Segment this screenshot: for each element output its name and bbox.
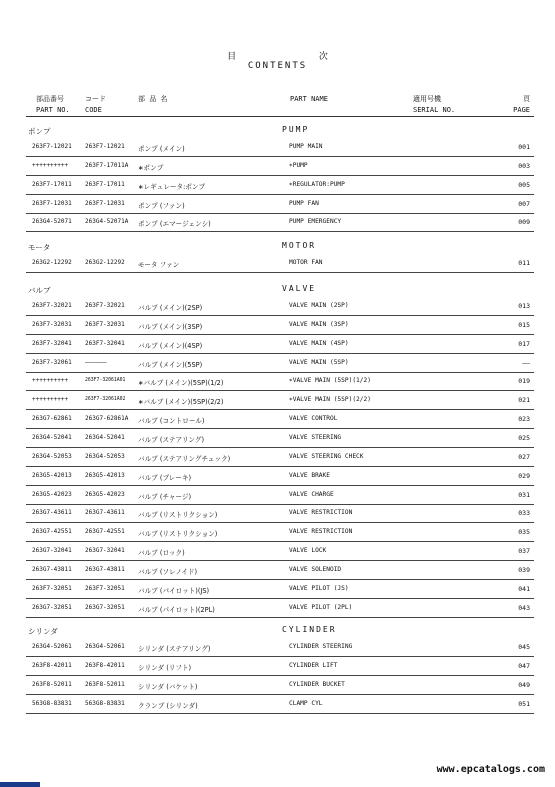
part-name-jp-cell: バルブ (ソレノイド) bbox=[138, 567, 198, 576]
part-name-jp-cell: バルブ (メイン)(4SP) bbox=[138, 341, 203, 350]
table-row bbox=[26, 391, 534, 410]
table-row bbox=[26, 486, 534, 505]
part-name-en-cell: VALVE MAIN (3SP) bbox=[289, 320, 349, 328]
page-number-cell: 015 bbox=[518, 320, 530, 329]
header-page: 頁 PAGE bbox=[513, 95, 530, 114]
page-number-cell: 037 bbox=[518, 547, 530, 555]
page-number-cell: 045 bbox=[518, 643, 530, 651]
part-name-en-cell: VALVE PILOT (2PL) bbox=[289, 603, 353, 611]
part-name-jp-cell: シリンダ (リフト) bbox=[138, 663, 192, 672]
table-row bbox=[26, 157, 534, 176]
page-number-cell: 051 bbox=[518, 699, 530, 708]
code-cell: 563G8-83831 bbox=[85, 699, 125, 707]
part-name-en-cell: ∗VALVE MAIN (5SP)(1/2) bbox=[289, 377, 371, 385]
code-cell: ―――――― bbox=[85, 358, 107, 366]
part-name-en-cell: VALVE STEERING bbox=[289, 434, 342, 441]
part-number-cell: 263G2-12292 bbox=[32, 259, 72, 266]
page-number-cell: 005 bbox=[518, 180, 530, 189]
part-name-en-cell: VALVE MAIN (5SP) bbox=[289, 358, 349, 366]
part-name-en-cell: CYLINDER BUCKET bbox=[289, 680, 345, 688]
table-row bbox=[26, 138, 534, 157]
part-name-en-cell: VALVE BRAKE bbox=[289, 471, 330, 479]
table-row bbox=[26, 213, 534, 232]
part-name-en-cell: MOTOR FAN bbox=[289, 259, 323, 266]
page-number-cell: 039 bbox=[518, 565, 530, 574]
part-number-cell: ++++++++++ bbox=[32, 161, 69, 169]
section-title-en: CYLINDER bbox=[282, 625, 337, 634]
header-serial: 適用号機 SERIAL NO. bbox=[413, 95, 456, 114]
part-name-en-cell: VALVE LOCK bbox=[289, 547, 327, 554]
part-name-en-cell: PUMP FAN bbox=[289, 199, 319, 207]
code-cell: 263G7-62861A bbox=[85, 415, 129, 423]
part-name-jp-cell: バルブ (メイン)(3SP) bbox=[138, 322, 203, 331]
page-title-jp: 目 次 bbox=[227, 52, 368, 62]
corner-mark bbox=[0, 782, 40, 787]
part-number-cell: 263F7-32021 bbox=[32, 302, 72, 309]
code-cell: 263G5-42023 bbox=[85, 490, 125, 498]
part-name-jp-cell: ポンプ (ファン) bbox=[138, 201, 185, 210]
table-row bbox=[26, 429, 534, 448]
code-cell: 263G2-12292 bbox=[85, 259, 125, 266]
page-number-cell: 033 bbox=[518, 509, 530, 518]
table-row bbox=[26, 542, 534, 561]
code-cell: 263F7-32061A02 bbox=[85, 397, 126, 403]
part-name-en-cell: ∗PUMP bbox=[289, 161, 308, 169]
part-name-jp-cell: バルブ (メイン)(2SP) bbox=[138, 304, 203, 312]
table-row bbox=[26, 467, 534, 486]
code-cell: 263F7-32051 bbox=[85, 584, 125, 592]
part-number-cell: 263G7-43811 bbox=[32, 565, 72, 573]
page-number-cell: 031 bbox=[518, 490, 530, 499]
part-name-jp-cell: バルブ (リストリクション) bbox=[138, 511, 218, 520]
part-number-cell: 263F8-52011 bbox=[32, 680, 72, 688]
part-name-en-cell: VALVE STEERING CHECK bbox=[289, 452, 364, 460]
part-name-jp-cell: ポンプ (エマージェンシ) bbox=[138, 220, 211, 229]
watermark-url: www.epcatalogs.com bbox=[436, 764, 545, 775]
page-number-cell: 019 bbox=[518, 377, 530, 386]
page-number-cell: 041 bbox=[518, 584, 530, 593]
part-name-en-cell: PUMP MAIN bbox=[289, 143, 323, 150]
header-divider bbox=[26, 116, 534, 117]
part-name-en-cell: VALVE PILOT (JS) bbox=[289, 584, 349, 592]
page-number-cell: 025 bbox=[518, 434, 530, 442]
table-row bbox=[26, 638, 534, 657]
part-name-jp-cell: バルブ (コントロール) bbox=[138, 417, 205, 426]
part-number-cell: ++++++++++ bbox=[32, 377, 69, 385]
header-name-jp: 部 品 名 bbox=[138, 95, 168, 103]
part-name-en-cell: ∗VALVE MAIN (5SP)(2/2) bbox=[289, 396, 371, 404]
page-number-cell: 023 bbox=[518, 415, 530, 424]
section-header bbox=[26, 625, 534, 637]
page-number-cell: 009 bbox=[518, 218, 530, 227]
part-name-en-cell: VALVE CONTROL bbox=[289, 415, 338, 423]
section-title-en: PUMP bbox=[282, 125, 310, 134]
code-cell: 263F7-32041 bbox=[85, 339, 125, 347]
page-number-cell: 035 bbox=[518, 528, 530, 537]
code-cell: 263G4-52041 bbox=[85, 434, 125, 441]
page-number-cell: 049 bbox=[518, 680, 530, 689]
section-header bbox=[26, 284, 534, 296]
part-number-cell: 263G5-42023 bbox=[32, 490, 72, 498]
code-cell: 263G4-52053 bbox=[85, 452, 125, 460]
part-name-en-cell: ∗REGULATOR:PUMP bbox=[289, 180, 345, 188]
section-title-jp: バルブ bbox=[28, 286, 51, 295]
part-name-en-cell: VALVE CHARGE bbox=[289, 490, 334, 498]
part-number-cell: 263F7-32041 bbox=[32, 339, 72, 347]
part-name-en-cell: VALVE RESTRICTION bbox=[289, 509, 353, 517]
code-cell: 263F7-17011A bbox=[85, 161, 129, 169]
code-cell: 263F7-12031 bbox=[85, 199, 125, 207]
code-cell: 263G7-32041 bbox=[85, 547, 125, 554]
part-name-en-cell: PUMP EMERGENCY bbox=[289, 218, 342, 226]
table-row bbox=[26, 657, 534, 676]
table-row bbox=[26, 354, 534, 373]
part-name-en-cell: CLAMP CYL bbox=[289, 699, 323, 707]
code-cell: 263G4-52071A bbox=[85, 218, 129, 226]
table-row bbox=[26, 504, 534, 523]
part-number-cell: 263G5-42013 bbox=[32, 471, 72, 479]
part-name-jp-cell: バルブ (ロック) bbox=[138, 549, 185, 557]
part-name-jp-cell: シリンダ (バケット) bbox=[138, 682, 198, 691]
table-row bbox=[26, 695, 534, 714]
code-cell: 263F7-32021 bbox=[85, 302, 125, 309]
part-number-cell: 263G4-52061 bbox=[32, 643, 72, 650]
part-name-en-cell: VALVE RESTRICTION bbox=[289, 528, 353, 536]
part-number-cell: 563G8-83831 bbox=[32, 699, 72, 707]
code-cell: 263G4-52061 bbox=[85, 643, 125, 650]
part-name-jp-cell: バルブ (パイロット)(2PL) bbox=[138, 605, 215, 614]
table-row bbox=[26, 523, 534, 542]
part-name-jp-cell: バルブ (チャージ) bbox=[138, 492, 192, 501]
part-number-cell: 263G7-62861 bbox=[32, 415, 72, 423]
part-number-cell: 263G7-32041 bbox=[32, 547, 72, 554]
code-cell: 263F8-42011 bbox=[85, 661, 125, 669]
code-cell: 263F7-32031 bbox=[85, 320, 125, 328]
table-row bbox=[26, 195, 534, 214]
part-number-cell: 263G7-32051 bbox=[32, 603, 72, 611]
part-number-cell: 263G7-43611 bbox=[32, 509, 72, 517]
table-row bbox=[26, 254, 534, 273]
part-name-jp-cell: バルブ (ステアリングチェック) bbox=[138, 454, 231, 463]
section-title-jp: ポンプ bbox=[28, 127, 51, 136]
part-number-cell: 263G7-42551 bbox=[32, 528, 72, 536]
part-name-jp-cell: バルブ (ステアリング) bbox=[138, 436, 205, 444]
section-header bbox=[26, 241, 534, 253]
part-number-cell: 263F8-42011 bbox=[32, 661, 72, 669]
section-title-en: MOTOR bbox=[282, 241, 317, 250]
part-number-cell: 263F7-32051 bbox=[32, 584, 72, 592]
code-cell: 263G7-32051 bbox=[85, 603, 125, 611]
code-cell: 263F7-12021 bbox=[85, 143, 125, 150]
part-name-jp-cell: シリンダ (ステアリング) bbox=[138, 645, 211, 653]
table-row bbox=[26, 176, 534, 195]
section-title-en: VALVE bbox=[282, 284, 317, 293]
page-number-cell: 047 bbox=[518, 661, 530, 670]
section-title-jp: モータ bbox=[28, 243, 51, 252]
table-row bbox=[26, 599, 534, 618]
part-name-jp-cell: ポンプ (メイン) bbox=[138, 145, 185, 153]
part-name-jp-cell: バルブ (リストリクション) bbox=[138, 530, 218, 539]
code-cell: 263G7-43811 bbox=[85, 565, 125, 573]
section-header bbox=[26, 125, 534, 137]
header-part-name: PART NAME bbox=[290, 95, 328, 103]
table-row bbox=[26, 335, 534, 354]
page-number-cell: 029 bbox=[518, 471, 530, 480]
part-number-cell: 263F7-12031 bbox=[32, 199, 72, 207]
page-number-cell: 011 bbox=[518, 259, 530, 267]
part-number-cell: 263G4-52071 bbox=[32, 218, 72, 226]
part-number-cell: 263G4-52053 bbox=[32, 452, 72, 460]
part-number-cell: ++++++++++ bbox=[32, 396, 69, 404]
part-number-cell: 263G4-52041 bbox=[32, 434, 72, 441]
part-name-jp-cell: バルブ (メイン)(5SP) bbox=[138, 360, 203, 369]
table-row bbox=[26, 410, 534, 429]
page-number-cell: 043 bbox=[518, 603, 530, 612]
part-number-cell: 263F7-32061 bbox=[32, 358, 72, 366]
part-name-en-cell: VALVE MAIN (4SP) bbox=[289, 339, 349, 347]
header-code: コード CODE bbox=[85, 95, 106, 114]
page-number-cell: 001 bbox=[518, 143, 530, 151]
part-name-jp-cell: ∗ポンプ bbox=[138, 163, 164, 172]
part-name-jp-cell: バルブ (パイロット)(JS) bbox=[138, 586, 210, 595]
part-name-jp-cell: モータ ファン bbox=[138, 261, 180, 269]
part-name-jp-cell: ∗バルブ (メイン)(5SP)(1/2) bbox=[138, 379, 224, 388]
part-name-jp-cell: クランプ (シリンダ) bbox=[138, 701, 198, 710]
part-number-cell: 263F7-17011 bbox=[32, 180, 72, 188]
table-row bbox=[26, 561, 534, 580]
part-name-en-cell: CYLINDER LIFT bbox=[289, 661, 338, 669]
part-name-en-cell: VALVE MAIN (2SP) bbox=[289, 302, 349, 309]
page-number-cell: ―― bbox=[522, 358, 530, 367]
part-name-en-cell: VALVE SOLENOID bbox=[289, 565, 342, 573]
page-number-cell: 027 bbox=[518, 452, 530, 461]
table-row bbox=[26, 676, 534, 695]
page-number-cell: 007 bbox=[518, 199, 530, 208]
part-number-cell: 263F7-32031 bbox=[32, 320, 72, 328]
header-part-no: 部品番号 PART NO. bbox=[36, 95, 70, 114]
part-name-jp-cell: バルブ (ブレーキ) bbox=[138, 473, 192, 482]
page-number-cell: 003 bbox=[518, 161, 530, 170]
table-row bbox=[26, 372, 534, 391]
part-name-jp-cell: ∗レギュレータ:ポンプ bbox=[138, 182, 206, 191]
code-cell: 263G5-42013 bbox=[85, 471, 125, 479]
table-row bbox=[26, 316, 534, 335]
table-row bbox=[26, 297, 534, 316]
table-row bbox=[26, 580, 534, 599]
page-number-cell: 013 bbox=[518, 302, 530, 310]
section-title-jp: シリンダ bbox=[28, 627, 58, 636]
code-cell: 263G7-42551 bbox=[85, 528, 125, 536]
table-row bbox=[26, 448, 534, 467]
part-name-jp-cell: ∗バルブ (メイン)(5SP)(2/2) bbox=[138, 398, 224, 407]
page-title-en: CONTENTS bbox=[247, 61, 308, 71]
part-number-cell: 263F7-12021 bbox=[32, 143, 72, 150]
page-number-cell: 021 bbox=[518, 396, 530, 405]
code-cell: 263F8-52011 bbox=[85, 680, 125, 688]
part-name-en-cell: CYLINDER STEERING bbox=[289, 643, 353, 650]
code-cell: 263F7-32061A01 bbox=[85, 378, 126, 384]
page-number-cell: 017 bbox=[518, 339, 530, 348]
code-cell: 263G7-43611 bbox=[85, 509, 125, 517]
code-cell: 263F7-17011 bbox=[85, 180, 125, 188]
